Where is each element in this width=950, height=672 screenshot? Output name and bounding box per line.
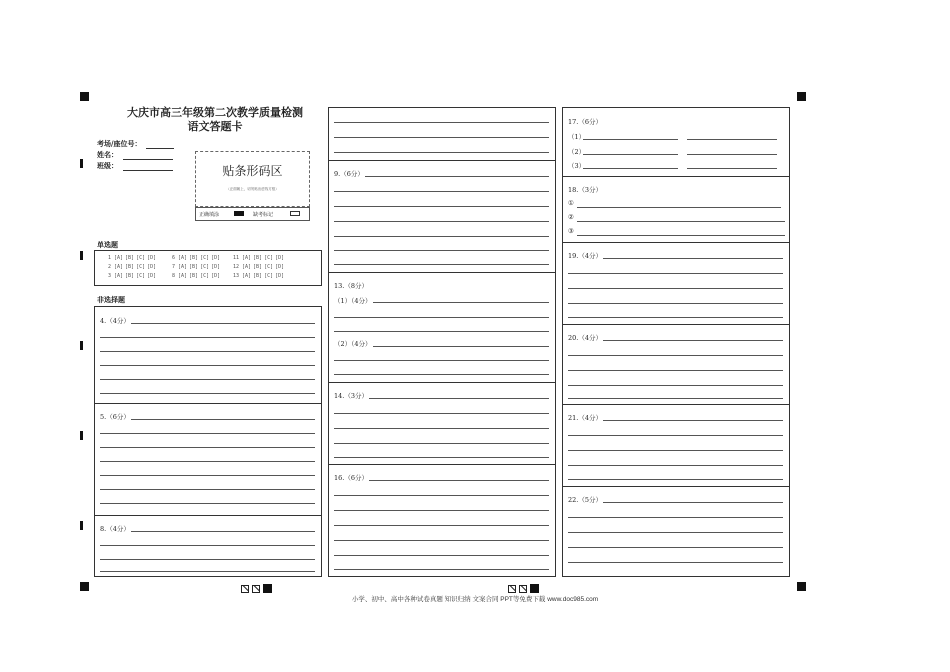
choice-question-8 — [167, 273, 222, 279]
answer-column-3 — [562, 107, 790, 577]
q18-sub-3: ③ — [568, 227, 574, 235]
title-line-1: 大庆市高三年级第二次教学质量检测 — [127, 106, 303, 119]
page-mark-filled — [263, 584, 272, 593]
q17-sub-2: （2） — [568, 148, 586, 156]
choice-option[interactable]: [B] — [189, 273, 199, 279]
answer-line[interactable] — [603, 420, 783, 421]
absent-label: 缺考标记 — [253, 212, 274, 218]
choice-question-number: 7 — [171, 264, 175, 270]
choice-option[interactable]: [C] — [264, 255, 274, 261]
q9-head: 9.（6分） — [334, 170, 364, 178]
single-choice-label: 单选题 — [97, 240, 118, 249]
answer-line[interactable] — [687, 168, 777, 169]
q4-section — [95, 307, 321, 404]
q17-sub-3: （3） — [568, 162, 586, 170]
choice-question-number: 1 — [107, 255, 111, 261]
choice-option[interactable]: [D] — [211, 264, 221, 270]
choice-question-number: 11 — [232, 255, 239, 261]
q13-sub2-head: （2）（4分） — [334, 340, 372, 348]
answer-line[interactable] — [100, 447, 315, 448]
answer-line[interactable] — [334, 457, 549, 458]
answer-line[interactable] — [334, 152, 549, 153]
answer-line[interactable] — [334, 191, 549, 192]
answer-line[interactable] — [568, 303, 783, 304]
answer-line[interactable] — [568, 355, 783, 356]
choice-question-number: 6 — [171, 255, 175, 261]
choice-option[interactable]: [D] — [275, 264, 285, 270]
q20-section — [563, 324, 789, 405]
choice-option[interactable]: [A] — [178, 255, 188, 261]
choice-option[interactable]: [A] — [242, 255, 252, 261]
page-title — [100, 106, 330, 134]
choice-option[interactable]: [C] — [136, 255, 146, 261]
q5-section — [95, 403, 321, 516]
q14-head: 14.（3分） — [334, 392, 368, 400]
continuation-section — [329, 108, 555, 161]
choice-option[interactable]: [B] — [189, 255, 199, 261]
answer-line[interactable] — [365, 176, 549, 177]
exam-room-label: 考场/座位号： — [97, 139, 142, 148]
q18-sub-1: ① — [568, 199, 574, 207]
choice-option[interactable]: [B] — [125, 255, 135, 261]
choice-question-2 — [103, 264, 158, 270]
choice-option[interactable]: [D] — [275, 273, 285, 279]
q17-head: 17.（6分） — [568, 118, 602, 126]
q17-sub-1: （1） — [568, 133, 586, 141]
q19-section — [563, 242, 789, 325]
answer-line[interactable] — [369, 480, 549, 481]
barcode-title: 贴条形码区 — [222, 164, 283, 178]
choice-question-3 — [103, 273, 158, 279]
answer-line[interactable] — [334, 374, 549, 375]
answer-line[interactable] — [100, 461, 315, 462]
class-field[interactable] — [97, 161, 173, 171]
answer-line[interactable] — [568, 385, 783, 386]
q22-head: 22.（5分） — [568, 496, 602, 504]
choice-option[interactable]: [C] — [136, 273, 146, 279]
answer-line[interactable] — [568, 317, 783, 318]
page-mark-empty — [252, 585, 260, 593]
answer-line[interactable] — [568, 435, 783, 436]
choice-question-12 — [231, 264, 286, 270]
name-label: 姓名： — [97, 150, 118, 159]
answer-line[interactable] — [373, 302, 549, 303]
page-mark-empty — [519, 585, 527, 593]
choice-option[interactable]: [D] — [147, 255, 157, 261]
choice-question-number: 12 — [232, 264, 239, 270]
answer-line[interactable] — [687, 154, 777, 155]
answer-line[interactable] — [334, 540, 549, 541]
answer-line[interactable] — [334, 236, 549, 237]
answer-line[interactable] — [334, 413, 549, 414]
answer-line[interactable] — [131, 419, 315, 420]
answer-line[interactable] — [577, 221, 785, 222]
choice-question-number: 3 — [107, 273, 111, 279]
q13-sub1-head: （1）（4分） — [334, 297, 372, 305]
page-mark-empty — [241, 585, 249, 593]
answer-line[interactable] — [687, 139, 777, 140]
absent-mark-box[interactable] — [290, 211, 300, 216]
answer-line[interactable] — [568, 562, 783, 563]
answer-line[interactable] — [131, 531, 315, 532]
q20-head: 20.（4分） — [568, 334, 602, 342]
answer-line[interactable] — [334, 495, 549, 496]
answer-line[interactable] — [334, 525, 549, 526]
q21-head: 21.（4分） — [568, 414, 602, 422]
exam-room-field[interactable] — [97, 139, 174, 149]
q22-section — [563, 486, 789, 576]
answer-line[interactable] — [603, 340, 783, 341]
answer-line[interactable] — [100, 393, 315, 394]
q17-section — [563, 108, 789, 177]
answer-line[interactable] — [568, 398, 783, 399]
choice-option[interactable]: [C] — [264, 264, 274, 270]
answer-line[interactable] — [583, 154, 678, 155]
answer-line[interactable] — [100, 489, 315, 490]
answer-line[interactable] — [334, 264, 549, 265]
corner-mark-bottom-right — [797, 582, 806, 591]
page-mark-empty — [508, 585, 516, 593]
choice-option[interactable]: [C] — [264, 273, 274, 279]
side-mark — [80, 431, 83, 440]
answer-line[interactable] — [568, 479, 783, 480]
q8-section — [95, 515, 321, 576]
choice-option[interactable]: [A] — [242, 273, 252, 279]
fill-example — [195, 207, 310, 221]
answer-line[interactable] — [568, 532, 783, 533]
answer-line[interactable] — [568, 465, 783, 466]
choice-option[interactable]: [C] — [200, 273, 210, 279]
barcode-area — [195, 151, 310, 207]
corner-mark-bottom-left — [80, 582, 89, 591]
answer-column-2 — [328, 107, 556, 577]
side-mark — [80, 251, 83, 260]
page-marks-left — [241, 584, 272, 593]
answer-line[interactable] — [568, 547, 783, 548]
answer-line[interactable] — [334, 428, 549, 429]
barcode-note: （正面朝上，切勿贴出虚线方框） — [226, 187, 279, 191]
answer-line[interactable] — [334, 137, 549, 138]
answer-line[interactable] — [369, 398, 549, 399]
page-marks-right — [508, 584, 539, 593]
choice-option[interactable]: [A] — [114, 255, 124, 261]
answer-line[interactable] — [334, 122, 549, 123]
choice-question-number: 8 — [171, 273, 175, 279]
corner-mark-top-left — [80, 92, 89, 101]
choice-option[interactable]: [B] — [253, 255, 263, 261]
answer-line[interactable] — [583, 168, 678, 169]
choice-question-11 — [231, 255, 286, 261]
q8-head: 8.（4分） — [100, 525, 130, 533]
choice-option[interactable]: [D] — [211, 255, 221, 261]
answer-line[interactable] — [568, 370, 783, 371]
choice-option[interactable]: [C] — [136, 264, 146, 270]
choice-option[interactable]: [D] — [147, 264, 157, 270]
choice-option[interactable]: [B] — [253, 273, 263, 279]
choice-option[interactable]: [D] — [211, 273, 221, 279]
answer-line[interactable] — [334, 221, 549, 222]
answer-line[interactable] — [131, 323, 315, 324]
answer-line[interactable] — [568, 450, 783, 451]
choice-option[interactable]: [A] — [178, 273, 188, 279]
answer-line[interactable] — [100, 475, 315, 476]
answer-line[interactable] — [603, 258, 783, 259]
q16-head: 16.（6分） — [334, 474, 368, 482]
answer-line[interactable] — [334, 206, 549, 207]
choice-option[interactable]: [A] — [114, 264, 124, 270]
answer-line[interactable] — [577, 207, 781, 208]
q18-sub-2: ② — [568, 213, 574, 221]
choice-question-number: 2 — [107, 264, 111, 270]
q16-section — [329, 464, 555, 576]
q18-head: 18.（3分） — [568, 186, 602, 194]
answer-line[interactable] — [334, 317, 549, 318]
choice-option[interactable]: [B] — [189, 264, 199, 270]
answer-line[interactable] — [334, 360, 549, 361]
answer-line[interactable] — [603, 502, 783, 503]
choice-option[interactable]: [B] — [125, 273, 135, 279]
answer-line[interactable] — [100, 559, 315, 560]
q18-section — [563, 176, 789, 243]
answer-line[interactable] — [100, 379, 315, 380]
choice-option[interactable]: [A] — [242, 264, 252, 270]
single-choice-box — [94, 250, 322, 286]
choice-option[interactable]: [A] — [114, 273, 124, 279]
choice-option[interactable]: [B] — [253, 264, 263, 270]
choice-question-1 — [103, 255, 158, 261]
answer-line[interactable] — [334, 331, 549, 332]
correct-fill-mark — [234, 211, 244, 216]
non-choice-label: 非选择题 — [97, 295, 125, 304]
answer-line[interactable] — [100, 433, 315, 434]
choice-option[interactable]: [A] — [178, 264, 188, 270]
choice-question-13 — [231, 273, 286, 279]
answer-line[interactable] — [100, 545, 315, 546]
q4-head: 4.（4分） — [100, 317, 130, 325]
choice-question-6 — [167, 255, 222, 261]
choice-question-number: 13 — [232, 273, 239, 279]
answer-line[interactable] — [334, 510, 549, 511]
title-line-2: 语文答题卡 — [187, 120, 243, 133]
answer-line[interactable] — [568, 517, 783, 518]
q13-section — [329, 272, 555, 383]
q21-section — [563, 404, 789, 487]
choice-option[interactable]: [C] — [200, 255, 210, 261]
answer-line[interactable] — [334, 443, 549, 444]
side-mark — [80, 159, 83, 168]
q19-head: 19.（4分） — [568, 252, 602, 260]
answer-line[interactable] — [100, 365, 315, 366]
choice-option[interactable]: [D] — [147, 273, 157, 279]
q14-section — [329, 382, 555, 465]
answer-line[interactable] — [100, 351, 315, 352]
answer-line[interactable] — [334, 555, 549, 556]
choice-option[interactable]: [C] — [200, 264, 210, 270]
footer-text: 小学、初中、高中各种试卷真题 知识归纳 文案合同 PPT等免费下载 www.doc985.com — [351, 596, 599, 603]
answer-line[interactable] — [577, 235, 785, 236]
answer-line[interactable] — [568, 288, 783, 289]
page-mark-filled — [530, 584, 539, 593]
q5-head: 5.（6分） — [100, 413, 130, 421]
class-label: 班级： — [97, 161, 118, 170]
side-mark — [80, 521, 83, 530]
choice-option[interactable]: [B] — [125, 264, 135, 270]
answer-line[interactable] — [334, 569, 549, 570]
answer-line[interactable] — [100, 503, 315, 504]
answer-line[interactable] — [583, 139, 678, 140]
answer-line[interactable] — [334, 250, 549, 251]
q9-section — [329, 160, 555, 273]
q13-head: 13.（8分） — [334, 282, 368, 290]
choice-question-7 — [167, 264, 222, 270]
answer-column-1 — [94, 306, 322, 577]
answer-line[interactable] — [568, 273, 783, 274]
corner-mark-top-right — [797, 92, 806, 101]
correct-fill-label: 正确填涂 — [199, 212, 220, 218]
answer-line[interactable] — [100, 337, 315, 338]
choice-option[interactable]: [D] — [275, 255, 285, 261]
answer-line[interactable] — [100, 571, 315, 572]
answer-line[interactable] — [373, 346, 549, 347]
side-mark — [80, 341, 83, 350]
name-field[interactable] — [97, 150, 173, 160]
